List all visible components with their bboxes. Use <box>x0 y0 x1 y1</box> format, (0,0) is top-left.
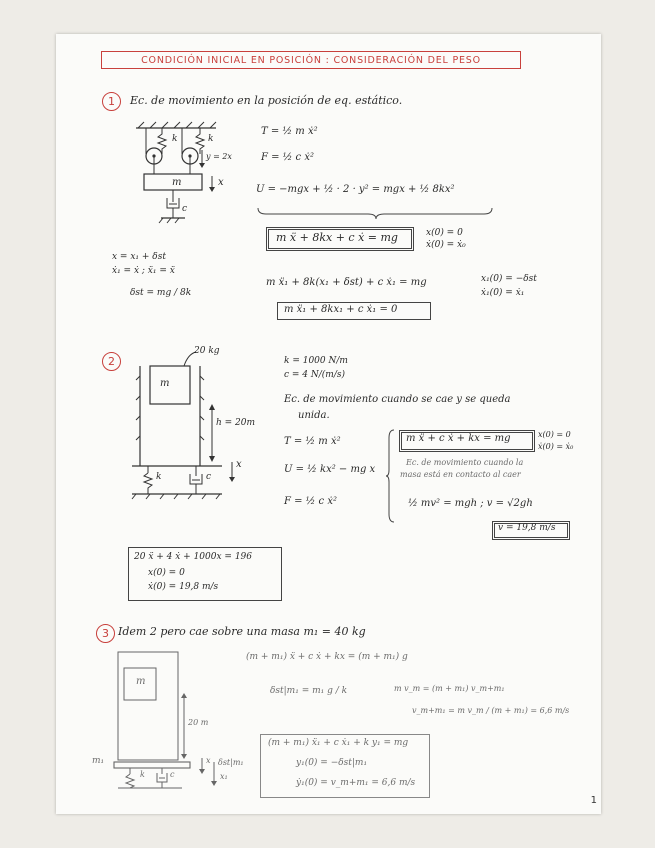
s1-equation-of-motion: m ẍ + 8kx + c ẋ = mg <box>276 231 398 244</box>
notebook-page <box>56 34 601 814</box>
fig2-mass-label: m <box>160 378 170 389</box>
s2-brace <box>386 428 396 524</box>
s2-impact-velocity: v = 19,8 m/s <box>498 523 556 533</box>
s1-ic-v: ẋ(0) = ẋ₀ <box>426 240 466 250</box>
s3-velocity-result: v_m+m₁ = m v_m / (m + m₁) = 6,6 m/s <box>412 706 570 715</box>
s3-equation-of-motion: (m + m₁) ẍ + c ẋ + kx = (m + m₁) g <box>246 652 408 662</box>
section-2-number: 2 <box>102 352 121 371</box>
fig1-k1-label: k <box>172 134 178 144</box>
s1-equation-substituted: m ẍ₁ + 8k(x₁ + δst) + c ẋ₁ = mg <box>266 277 427 288</box>
section-1-heading: Ec. de movimiento en la posición de eq. estático. <box>130 94 403 107</box>
fig2-c-label: c <box>206 472 212 482</box>
s1-final-equation: m ẍ₁ + 8kx₁ + c ẋ₁ = 0 <box>284 304 398 315</box>
s2-result-equation: 20 ẍ + 4 ẋ + 1000x = 196 <box>134 552 252 562</box>
s3-result-equation: (m + m₁) ẍ₁ + c ẋ₁ + k y₁ = mg <box>268 738 409 748</box>
fig3-dst-label: δst|m₁ <box>218 758 244 767</box>
s3-result-ic-y: y₁(0) = −δst|m₁ <box>296 758 368 768</box>
s2-ic-v: ẋ(0) = ẋ₀ <box>538 442 574 451</box>
fig3-mass-label: m <box>136 676 146 687</box>
s3-result-ic-v: ẏ₁(0) = v_m+m₁ = 6,6 m/s <box>296 778 416 788</box>
s2-equation-of-motion: m ẍ + c ẋ + kx = mg <box>406 433 511 444</box>
fig2-height-label: h = 20m <box>216 418 256 428</box>
s2-damping: c = 4 N/(m/s) <box>284 370 346 380</box>
s1-dissipation: F = ½ c ẋ² <box>261 152 314 163</box>
page-number: 1 <box>590 795 597 806</box>
s1-brace <box>256 206 496 220</box>
fig3-c-label: c <box>170 770 175 779</box>
fig3-k-label: k <box>140 770 145 779</box>
s2-ic-x: x(0) = 0 <box>538 430 571 439</box>
fig1-c-label: c <box>182 204 188 214</box>
s1-ic-x: x(0) = 0 <box>426 228 463 238</box>
fig3-m1-label: m₁ <box>92 756 105 766</box>
fig3-x1-label: x₁ <box>220 772 228 781</box>
s2-energy-balance: ½ mv² = mgh ; v = √2gh <box>408 498 533 509</box>
section-3-heading: Idem 2 pero cae sobre una masa m₁ = 40 kg <box>118 625 366 638</box>
s1-static-deflection: δst = mg / 8k <box>130 288 192 298</box>
s1-potential-energy: U = −mgx + ½ · 2 · y² = mgx + ½ 8kx² <box>256 184 455 195</box>
fig3-height-label: 20 m <box>188 718 209 727</box>
s2-result-ic-x: x(0) = 0 <box>148 568 185 578</box>
s2-kinetic-energy: T = ½ m ẋ² <box>284 436 341 447</box>
s2-note-line2: masa está en contacto al caer <box>400 470 521 479</box>
fig1-y-label: y = 2x <box>206 152 232 161</box>
s2-result-ic-v: ẋ(0) = 19,8 m/s <box>148 582 219 592</box>
s2-note-line1: Ec. de movimiento cuando la <box>406 458 524 467</box>
s2-heading-line1: Ec. de movimiento cuando se cae y se queda <box>284 394 511 405</box>
fig2-x-label: x <box>236 459 242 470</box>
s1-substitution-2: ẋ₁ = ẋ ; ẍ₁ = ẍ <box>112 266 175 276</box>
s1-substitution-1: x = x₁ + δst <box>112 252 166 262</box>
fig3-x-label: x <box>206 756 211 765</box>
page-title: CONDICIÓN INICIAL EN POSICIÓN : CONSIDERACIÓN DEL PESO <box>101 51 521 69</box>
s2-potential-energy: U = ½ kx² − mg x <box>284 464 376 475</box>
fig1-mass-label: m <box>172 177 182 188</box>
fig1-x-label: x <box>218 177 224 188</box>
s1-kinetic-energy: T = ½ m ẋ² <box>261 126 318 137</box>
s2-dissipation: F = ½ c ẋ² <box>284 496 337 507</box>
s2-stiffness: k = 1000 N/m <box>284 356 348 366</box>
s2-heading-line2: unida. <box>298 410 330 421</box>
section-3-number: 3 <box>96 624 115 643</box>
s3-momentum: m v_m = (m + m₁) v_m+m₁ <box>394 684 505 693</box>
fig1-k2-label: k <box>208 134 214 144</box>
s1-ic-v1: ẋ₁(0) = ẋ₁ <box>481 288 525 298</box>
section-1-number: 1 <box>102 92 121 111</box>
fig2-mass-value: 20 kg <box>194 346 220 356</box>
fig2-k-label: k <box>156 472 162 482</box>
section-1-figure <box>126 122 246 232</box>
s1-ic-x1: x₁(0) = −δst <box>481 274 537 284</box>
s3-static-deflection: δst|m₁ = m₁ g / k <box>270 686 348 696</box>
